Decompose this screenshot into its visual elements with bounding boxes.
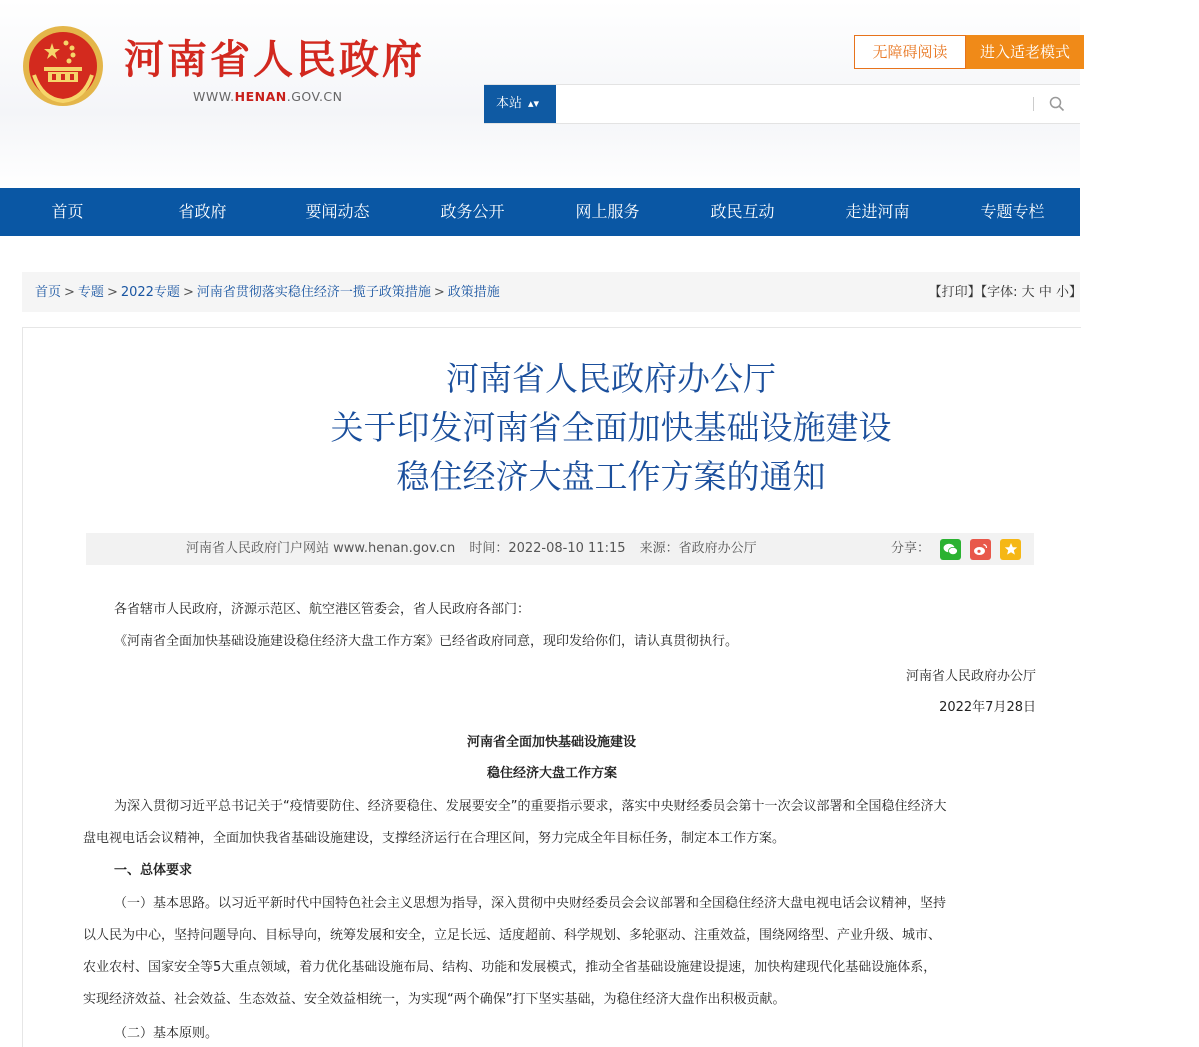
share-bar <box>891 533 1030 565</box>
favorite-star-icon[interactable] <box>1000 539 1021 560</box>
breadcrumb-link-2022-topics[interactable]: 2022专题 <box>120 285 180 300</box>
paragraph-1-line-2: 以人民为中心，坚持问题导向、目标导向，统筹发展和安全，立足长远、适度超前、科学规划、多轮驱动、注重效益，围绕网络型、产业升级、城市、 <box>83 928 942 943</box>
section-heading-1: 一、总体要求 <box>114 863 193 878</box>
signer: 河南省人民政府办公厅 <box>905 669 1036 684</box>
nav-item-about-henan[interactable]: 走进河南 <box>845 202 910 221</box>
article-title-line-3: 稳住经济大盘工作方案的通知 <box>396 457 826 496</box>
plan-title-line-2: 稳住经济大盘工作方案 <box>487 766 618 781</box>
search-icon[interactable] <box>1034 85 1080 123</box>
share-label: 分享： <box>891 541 931 556</box>
breadcrumb-separator: > <box>64 285 75 300</box>
national-emblem-icon <box>22 25 104 107</box>
article-title-line-2: 关于印发河南省全面加快基础设施建设 <box>330 408 892 447</box>
article-title-line-1: 河南省人民政府办公厅 <box>446 359 776 398</box>
wechat-share-icon[interactable] <box>940 539 961 560</box>
font-medium-button[interactable]: 中 <box>1038 285 1052 300</box>
nav-item-government-affairs[interactable]: 政务公开 <box>440 202 505 221</box>
search-scope-label: 本站 <box>496 96 523 111</box>
font-small-button[interactable]: 小 <box>1055 285 1069 300</box>
signing-date: 2022年7月28日 <box>939 700 1036 715</box>
breadcrumb-row <box>22 272 1080 312</box>
site-title[interactable]: 河南省人民政府 <box>124 37 425 83</box>
paragraph-1-line-3: 农业农村、国家安全等5大重点领域，着力优化基础设施布局、结构、功能和发展模式，推动全省基础设施建设提速，加快构建现代化基础设施体系， <box>83 960 937 975</box>
addressee: 各省辖市人民政府，济源示范区、航空港区管委会，省人民政府各部门： <box>114 602 531 617</box>
accessible-reading-button[interactable]: 无障碍阅读 <box>854 35 966 69</box>
elder-mode-button[interactable]: 进入适老模式 <box>966 35 1084 69</box>
font-size-close: 】 <box>1068 285 1082 300</box>
accessibility-buttons <box>854 35 1084 69</box>
print-button[interactable]: 【打印】 <box>928 285 981 300</box>
intro-line-2: 盘电视电话会议精神，全面加快我省基础设施建设，支撑经济运行在合理区间，努力完成全年目标任务，制定本工作方案。 <box>83 831 786 846</box>
font-size-label: 【字体: <box>980 285 1018 300</box>
meta-site: 河南省人民政府门户网站 www.henan.gov.cn <box>186 541 456 556</box>
paragraph-1-line-4: 实现经济效益、社会效益、生态效益、安全效益相统一，为实现“两个确保”打下坚实基础，为稳住经济大盘作出积极贡献。 <box>83 992 786 1007</box>
intro-line-1: 为深入贯彻习近平总书记关于“疫情要防住、经济要稳住、发展要安全”的重要指示要求，落实中央财经委员会第十一次会议部署和全国稳住经济大 <box>114 799 947 814</box>
weibo-share-icon[interactable] <box>970 539 991 560</box>
breadcrumb-link-policy-measures[interactable]: 政策措施 <box>447 285 500 300</box>
breadcrumb-link-policy-package[interactable]: 河南省贯彻落实稳住经济一揽子政策措施 <box>196 285 431 300</box>
nav-item-provincial-government[interactable]: 省政府 <box>178 202 227 221</box>
nav-item-home[interactable]: 首页 <box>51 202 84 221</box>
article-meta-bar <box>86 533 1034 565</box>
nav-item-interaction[interactable]: 政民互动 <box>710 202 775 221</box>
breadcrumb <box>35 272 500 314</box>
breadcrumb-link-home[interactable]: 首页 <box>35 285 62 300</box>
subheading-2: （二）基本原则。 <box>114 1026 219 1041</box>
search-bar <box>484 84 1080 124</box>
site-url-suffix: .GOV.CN <box>286 89 343 104</box>
site-url <box>193 89 343 104</box>
page-tools <box>929 272 1082 314</box>
main-nav <box>0 188 1080 236</box>
search-scope-select[interactable] <box>484 85 556 123</box>
search-input[interactable] <box>556 85 1033 121</box>
plan-title-line-1: 河南省全面加快基础设施建设 <box>467 735 637 750</box>
nav-item-online-services[interactable]: 网上服务 <box>575 202 640 221</box>
site-header <box>0 0 1080 188</box>
breadcrumb-separator: > <box>106 285 118 300</box>
nav-item-special-topics[interactable]: 专题专栏 <box>980 202 1045 221</box>
meta-time: 时间：2022-08-10 11:15 <box>469 541 626 556</box>
article-meta <box>186 533 767 565</box>
breadcrumb-link-topics[interactable]: 专题 <box>77 285 104 300</box>
sort-arrows-icon: ▴▾ <box>528 97 540 110</box>
breadcrumb-separator: > <box>182 285 194 300</box>
breadcrumb-separator: > <box>433 285 445 300</box>
font-large-button[interactable]: 大 <box>1021 285 1035 300</box>
meta-source: 来源：省政府办公厅 <box>639 541 757 556</box>
notice-paragraph: 《河南省全面加快基础设施建设稳住经济大盘工作方案》已经省政府同意，现印发给你们，请认真贯彻执行。 <box>114 634 739 649</box>
site-url-brand: HENAN <box>234 89 287 104</box>
article-panel <box>22 327 1081 1047</box>
site-url-prefix: WWW. <box>193 89 235 104</box>
nav-item-news[interactable]: 要闻动态 <box>305 202 370 221</box>
article-title <box>23 354 1199 501</box>
paragraph-1-line-1: （一）基本思路。以习近平新时代中国特色社会主义思想为指导，深入贯彻中央财经委员会会议部署和全国稳住经济大盘电视电话会议精神，坚持 <box>114 896 947 911</box>
